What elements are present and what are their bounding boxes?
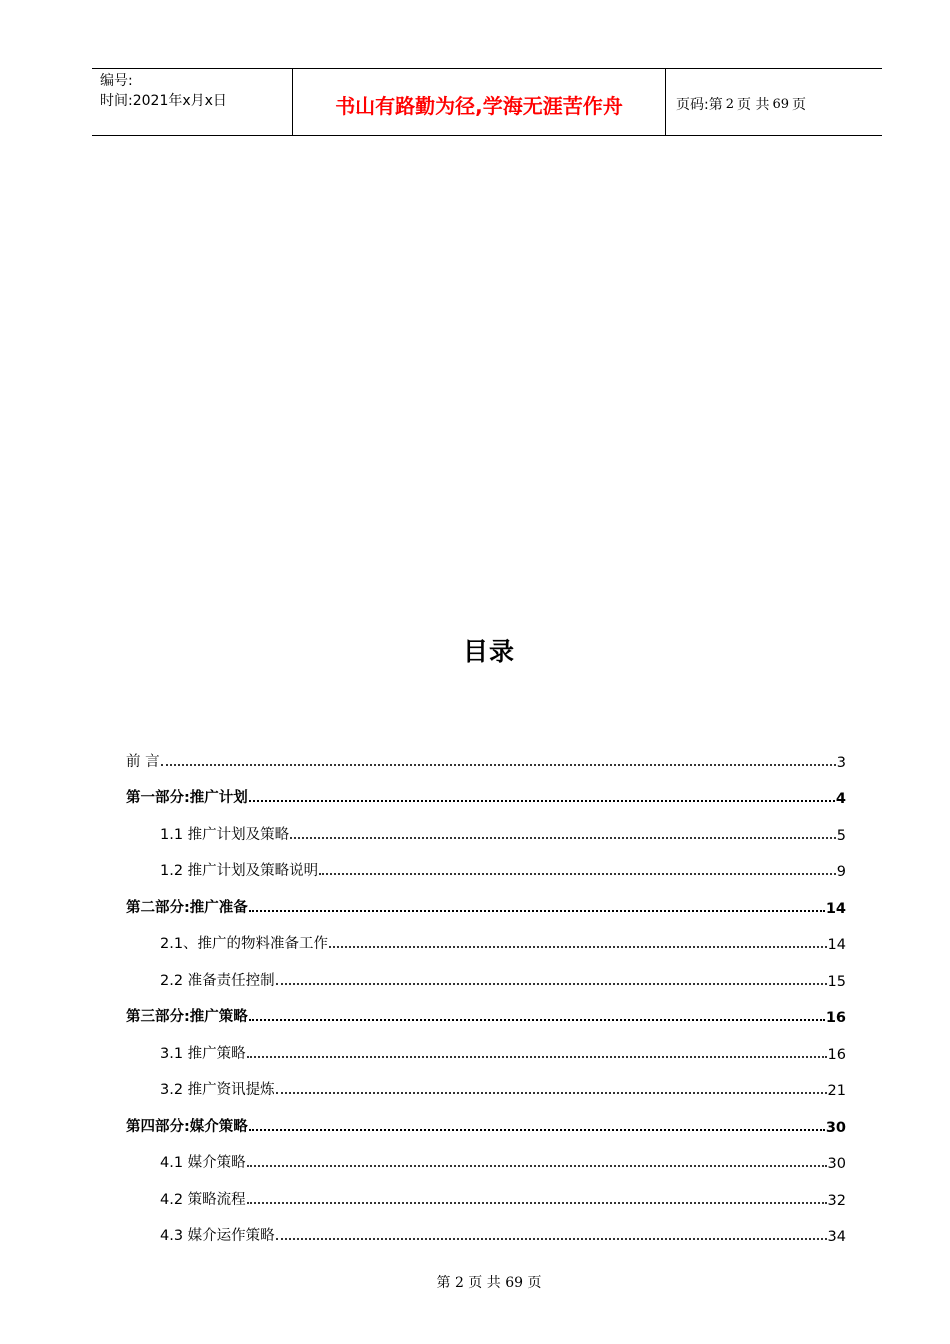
toc-leader-dots xyxy=(276,983,827,985)
toc-entry-page: 16 xyxy=(825,1010,846,1026)
toc-entry-label: 前 言 xyxy=(126,753,160,770)
number-label: 编号: xyxy=(100,73,133,89)
toc-leader-dots xyxy=(249,910,825,912)
toc-entry-page: 5 xyxy=(836,827,846,844)
toc-leader-dots xyxy=(329,946,826,948)
toc-entry-page: 16 xyxy=(827,1046,846,1063)
toc-entry-label: 3.2 推广资讯提炼 xyxy=(160,1082,275,1098)
toc-entry-label: 第一部分:推广计划 xyxy=(126,790,248,806)
toc-entry[interactable] xyxy=(126,1174,846,1211)
toc-entry-label: 第二部分:推广准备 xyxy=(126,899,248,916)
time-label: 时间:2021年x月x日 xyxy=(100,93,227,109)
toc-entry[interactable] xyxy=(126,955,846,992)
toc-entry[interactable] xyxy=(126,919,846,956)
toc-entry-page: 32 xyxy=(827,1192,846,1209)
toc-entry-label: 4.2 策略流程 xyxy=(160,1191,246,1208)
header-meta-cell xyxy=(92,69,293,135)
toc-entry[interactable] xyxy=(126,1065,846,1102)
toc-entry-label: 4.1 媒介策略 xyxy=(160,1155,246,1171)
page-footer: 第 2 页 共 69 页 xyxy=(436,1275,542,1291)
toc-entry-label: 2.2 准备责任控制 xyxy=(160,972,275,989)
table-of-contents xyxy=(126,736,846,1247)
toc-entry-label: 第三部分:推广策略 xyxy=(126,1009,248,1025)
toc-entry[interactable] xyxy=(126,1138,846,1175)
toc-entry[interactable] xyxy=(126,882,846,919)
toc-entry[interactable] xyxy=(126,846,846,883)
toc-entry[interactable] xyxy=(126,809,846,846)
toc-entry-label: 4.3 媒介运作策略 xyxy=(160,1228,275,1244)
page-total: 69 xyxy=(772,96,789,112)
header-page-info xyxy=(666,69,882,135)
page-current: 2 xyxy=(725,96,734,112)
toc-entry[interactable] xyxy=(126,1028,846,1065)
toc-entry[interactable] xyxy=(126,1211,846,1248)
toc-entry[interactable] xyxy=(126,1101,846,1138)
toc-entry-page: 30 xyxy=(827,1156,846,1172)
toc-entry-page: 9 xyxy=(836,864,846,880)
toc-entry-label: 3.1 推广策略 xyxy=(160,1045,246,1062)
page-prefix: 页码:第 xyxy=(676,97,723,113)
toc-entry-label: 1.1 推广计划及策略 xyxy=(160,826,290,843)
toc-entry-label: 1.2 推广计划及策略说明 xyxy=(160,863,319,879)
toc-entry-label: 2.1、推广的物料准备工作 xyxy=(160,936,329,952)
toc-leader-dots xyxy=(249,800,835,802)
toc-title: 目录 xyxy=(462,637,515,666)
toc-entry-page: 34 xyxy=(827,1229,846,1245)
toc-entry-page: 14 xyxy=(827,937,846,953)
toc-leader-dots xyxy=(247,1165,827,1167)
toc-entry-page: 15 xyxy=(827,973,846,990)
toc-entry-page: 30 xyxy=(825,1119,846,1136)
toc-entry-page: 21 xyxy=(827,1083,846,1099)
toc-leader-dots xyxy=(247,1202,827,1204)
toc-entry-page: 14 xyxy=(825,900,846,917)
toc-entry-page: 4 xyxy=(835,791,846,807)
toc-leader-dots xyxy=(319,873,836,875)
toc-leader-dots xyxy=(276,1238,827,1240)
toc-leader-dots xyxy=(249,1019,825,1021)
page-mid: 页 共 xyxy=(737,97,770,113)
toc-leader-dots xyxy=(249,1129,825,1131)
toc-leader-dots xyxy=(290,837,836,839)
toc-leader-dots xyxy=(276,1092,827,1094)
page-header xyxy=(92,68,882,136)
toc-entry[interactable] xyxy=(126,773,846,810)
toc-entry[interactable] xyxy=(126,736,846,773)
toc-entry-label: 第四部分:媒介策略 xyxy=(126,1118,248,1135)
toc-entry-page: 3 xyxy=(836,754,846,771)
header-motto: 书山有路勤为径,学海无涯苦作舟 xyxy=(293,69,666,135)
page-suffix: 页 xyxy=(792,97,806,113)
toc-leader-dots xyxy=(247,1056,827,1058)
toc-entry[interactable] xyxy=(126,992,846,1029)
toc-leader-dots xyxy=(161,764,836,766)
